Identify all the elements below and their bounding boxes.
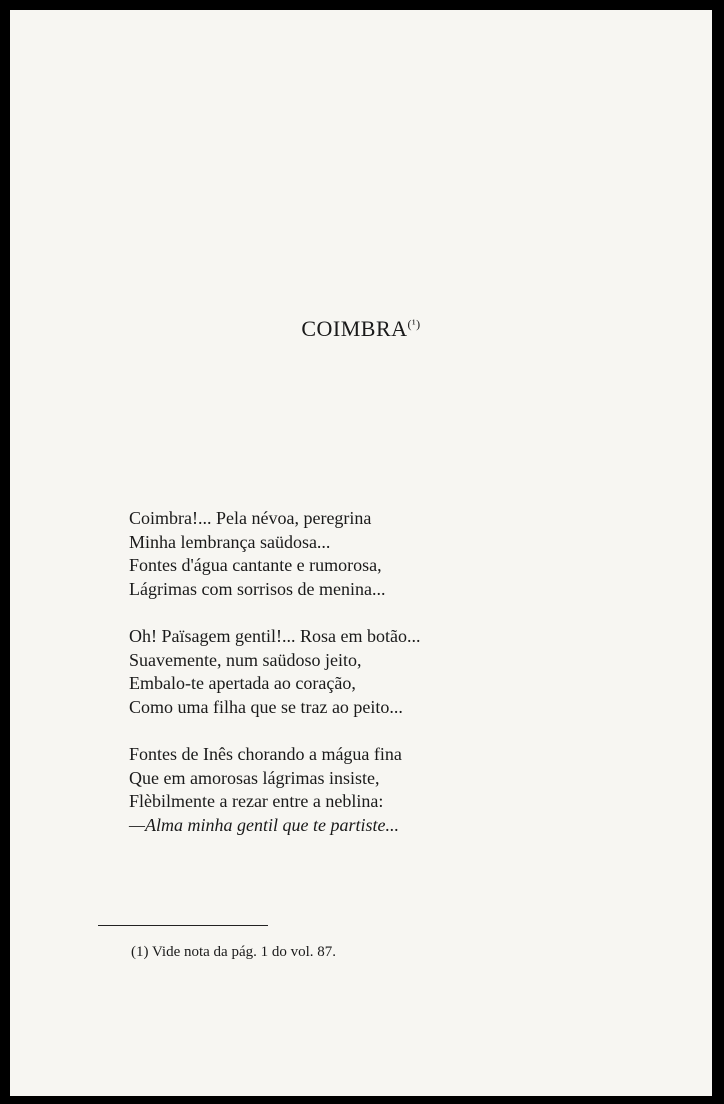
verse-line: Fontes de Inês chorando a mágua fina bbox=[129, 744, 402, 764]
poem-title bbox=[10, 310, 712, 343]
footnote-reference-mark: (¹) bbox=[407, 317, 421, 331]
stanza-1 bbox=[129, 507, 689, 601]
verse-line: Flèbilmente a rezar entre a neblina: bbox=[129, 791, 384, 811]
verse-line: Lágrimas com sorrisos de menina... bbox=[129, 578, 386, 599]
poem-title-text: COIMBRA bbox=[301, 316, 408, 341]
footnote-text: (1) Vide nota da pág. 1 do vol. 87. bbox=[131, 944, 337, 960]
verse-line: Embalo-te apertada ao coração, bbox=[129, 673, 356, 693]
book-page bbox=[10, 10, 712, 1096]
stanza-3 bbox=[129, 743, 689, 837]
verse-line: Minha lembrança saüdosa... bbox=[129, 531, 331, 552]
verse-line: Coimbra!... Pela névoa, peregrina bbox=[129, 508, 372, 528]
verse-line-quotation: —Alma minha gentil que te partiste... bbox=[129, 814, 399, 835]
verse-line: Fontes d'água cantante e rumorosa, bbox=[129, 555, 382, 575]
verse-line: Suavemente, num saüdoso jeito, bbox=[129, 649, 362, 670]
verse-line: Que em amorosas lágrimas insiste, bbox=[129, 767, 380, 788]
poem-body bbox=[129, 507, 689, 861]
verse-line: Como uma filha que se traz ao peito... bbox=[129, 696, 403, 717]
stanza-2 bbox=[129, 625, 689, 719]
footnote-divider bbox=[98, 925, 268, 926]
verse-line: Oh! Païsagem gentil!... Rosa em botão... bbox=[129, 626, 421, 646]
